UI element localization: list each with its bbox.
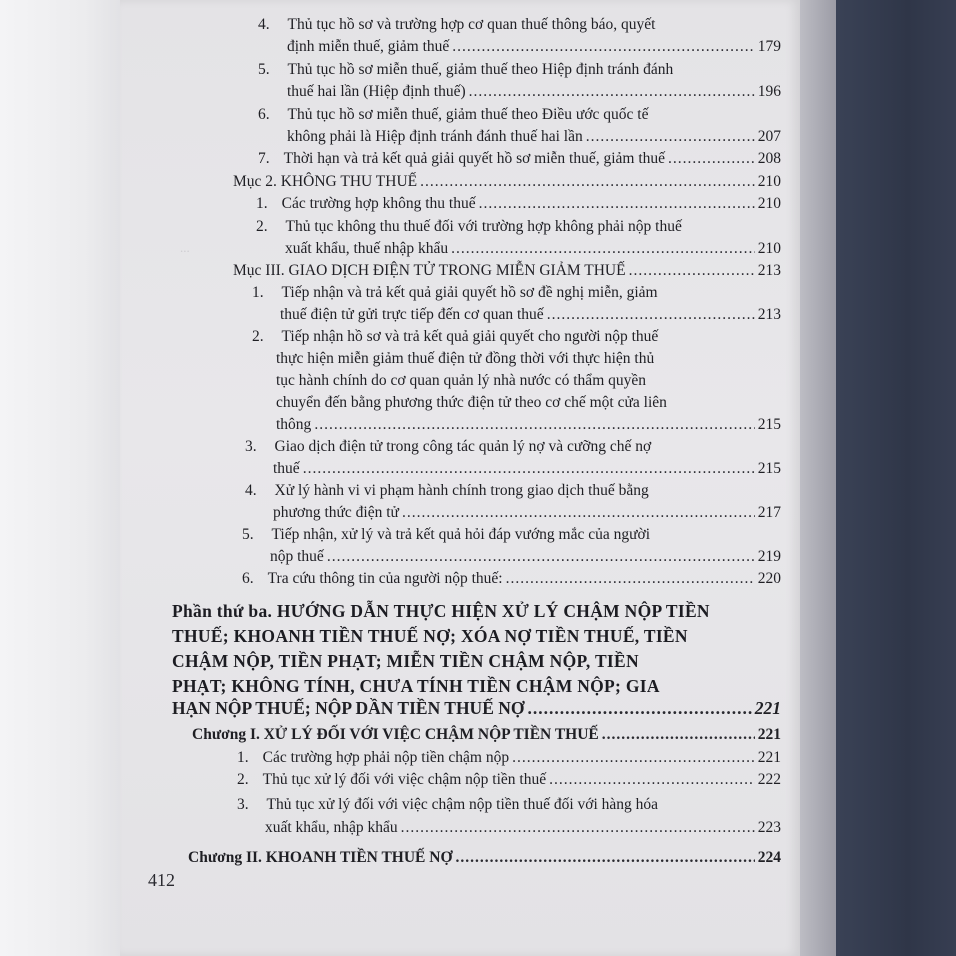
item-text: không phải là Hiệp định tránh đánh thuế hai lần — [287, 128, 583, 145]
toc-muc3-item-1-line2[interactable] — [280, 306, 781, 328]
item-text: Các trường hợp không thu thuế — [281, 195, 476, 212]
toc-muc3-item-1-line1 — [252, 284, 658, 302]
item-number: 1. — [237, 749, 249, 766]
leader-dots — [549, 771, 755, 789]
leader-dots — [479, 195, 755, 213]
item-number: 6. — [258, 106, 270, 123]
toc-ch1-item-1[interactable] — [237, 749, 781, 771]
item-text: thuế điện tử gửi trực tiếp đến cơ quan thuế — [280, 306, 544, 323]
item-text: Thủ tục xử lý đối với việc chậm nộp tiền thuế — [262, 771, 547, 788]
page-ref: 222 — [757, 771, 781, 788]
page-ref: 221 — [757, 749, 781, 766]
leader-dots — [402, 504, 755, 522]
leader-dots — [420, 173, 755, 191]
toc-muc3-item-2-line4: chuyển đến bằng phương thức điện tử theo cơ chế một cửa liên — [276, 394, 667, 411]
toc-muc3-item-3-line2[interactable] — [273, 460, 781, 482]
toc-section-muc-2[interactable] — [233, 173, 781, 195]
toc-muc3-item-3-line1 — [245, 438, 651, 456]
chapter-title: Chương II. KHOANH TIỀN THUẾ NỢ — [188, 849, 453, 866]
bleed-through: ... — [180, 240, 190, 255]
item-number: 3. — [237, 796, 249, 813]
item-text: Xử lý hành vi vi phạm hành chính trong giao dịch thuế bằng — [274, 482, 649, 499]
item-text: xuất khẩu, nhập khẩu — [265, 819, 398, 836]
leader-dots — [456, 849, 755, 867]
toc-muc3-item-4-line2[interactable] — [273, 504, 781, 526]
item-text: thuế — [273, 460, 300, 477]
leader-dots — [452, 38, 754, 56]
toc-muc3-item-2-line1 — [252, 328, 658, 346]
item-text: Tiếp nhận hồ sơ và trả kết quả giải quyết cho người nộp thuế — [281, 328, 659, 345]
item-text: Thủ tục xử lý đối với việc chậm nộp tiền thuế đối với hàng hóa — [266, 796, 659, 813]
item-text: Thủ tục không thu thuế đối với trường hợp không phải nộp thuế — [285, 218, 682, 235]
page-ref: 210 — [757, 240, 781, 257]
part-3-title-line5[interactable] — [172, 698, 781, 722]
leader-dots — [469, 83, 755, 101]
item-number: 1. — [252, 284, 264, 301]
item-text: xuất khẩu, thuế nhập khẩu — [285, 240, 449, 257]
toc-ch1-item-3-line1 — [237, 796, 658, 814]
toc-item-6-line1 — [258, 106, 648, 124]
leader-dots — [629, 262, 755, 280]
toc-muc3-item-6[interactable] — [242, 570, 781, 592]
toc-item-7[interactable] — [258, 150, 781, 172]
page-ref: 210 — [757, 195, 781, 212]
part-3-title-line3: CHẬM NỘP, TIỀN PHẠT; MIỄN TIỀN CHẬM NỘP, TIỀN — [172, 651, 639, 671]
item-text: định miễn thuế, giảm thuế — [287, 38, 450, 55]
part-3-title-line4: PHẠT; KHÔNG TÍNH, CHƯA TÍNH TIỀN CHẬM NỘP; GIA — [172, 676, 660, 696]
page-ref: 219 — [757, 548, 781, 565]
item-number: 7. — [258, 150, 270, 167]
page-ref: 213 — [757, 306, 781, 323]
toc-chapter-2[interactable] — [188, 849, 781, 871]
toc-muc3-item-4-line1 — [245, 482, 649, 500]
page-ref: 179 — [757, 38, 781, 55]
leader-dots — [303, 460, 755, 478]
leader-dots — [586, 128, 755, 146]
item-text: Thủ tục hồ sơ và trường hợp cơ quan thuế thông báo, quyết — [287, 16, 656, 33]
toc-section-muc-3[interactable] — [233, 262, 781, 284]
item-text: Thời hạn và trả kết quả giải quyết hồ sơ miễn thuế, giảm thuế — [283, 150, 666, 167]
leader-dots — [401, 819, 755, 837]
toc-item-4-line2[interactable] — [287, 38, 781, 60]
toc-item-6-line2[interactable] — [287, 128, 781, 150]
leader-dots — [314, 416, 754, 434]
item-number: 2. — [237, 771, 249, 788]
toc-muc2-item-2-line1 — [256, 218, 682, 236]
part-3-title-line2: THUẾ; KHOANH TIỀN THUẾ NỢ; XÓA NỢ TIỀN THUẾ, TIỀN — [172, 626, 688, 646]
leader-dots — [506, 570, 755, 588]
page-ref: 213 — [757, 262, 781, 279]
section-title: Mục III. GIAO DỊCH ĐIỆN TỬ TRONG MIỄN GIẢM THUẾ — [233, 262, 626, 279]
toc-ch1-item-3-line2[interactable] — [265, 819, 781, 841]
page-ref: 207 — [757, 128, 781, 145]
toc-ch1-item-2[interactable] — [237, 771, 781, 793]
page-number: 412 — [148, 870, 175, 890]
page-ref: 220 — [757, 570, 781, 587]
item-text: thông — [276, 416, 312, 433]
section-title: Mục 2. KHÔNG THU THUẾ — [233, 173, 418, 190]
item-number: 3. — [245, 438, 257, 455]
page-ref: 224 — [757, 849, 781, 866]
item-number: 5. — [242, 526, 254, 543]
item-text: nộp thuế — [270, 548, 324, 565]
toc-muc3-item-2-line2: thực hiện miễn giảm thuế điện tử đồng thời với thực hiện thủ — [276, 350, 655, 367]
page-ref: 210 — [757, 173, 781, 190]
item-text: Tiếp nhận và trả kết quả giải quyết hồ sơ đề nghị miễn, giảm — [281, 284, 658, 301]
toc-muc3-item-5-line2[interactable] — [270, 548, 781, 570]
item-text: Thủ tục hồ sơ miễn thuế, giảm thuế theo Điều ước quốc tế — [287, 106, 649, 123]
item-text: Thủ tục hồ sơ miễn thuế, giảm thuế theo Hiệp định tránh đánh — [287, 61, 674, 78]
item-number: 2. — [252, 328, 264, 345]
toc-muc2-item-1[interactable] — [256, 195, 781, 217]
page-ref: 215 — [757, 460, 781, 477]
page-ref: 215 — [757, 416, 781, 433]
toc-item-5-line2[interactable] — [287, 83, 781, 105]
toc-muc3-item-5-line1 — [242, 526, 650, 544]
page-ref: 217 — [757, 504, 781, 521]
item-number: 4. — [245, 482, 257, 499]
toc-chapter-1[interactable] — [192, 726, 781, 748]
toc-muc2-item-2-line2[interactable] — [285, 240, 781, 262]
leader-dots — [528, 698, 752, 719]
leader-dots — [547, 306, 755, 324]
leader-dots — [602, 726, 755, 744]
item-text: Giao dịch điện tử trong công tác quản lý nợ và cưỡng chế nợ — [274, 438, 652, 455]
chapter-title: Chương I. XỬ LÝ ĐỐI VỚI VIỆC CHẬM NỘP TIỀN THUẾ — [192, 726, 599, 743]
part-title-text: HẠN NỘP THUẾ; NỘP DẦN TIỀN THUẾ NỢ — [172, 698, 525, 718]
item-text: Tra cứu thông tin của người nộp thuế: — [267, 570, 503, 587]
part-3-title-line1: Phần thứ ba. HƯỚNG DẪN THỰC HIỆN XỬ LÝ CHẬM NỘP TIỀN — [172, 601, 710, 621]
toc-muc3-item-2-line5[interactable] — [276, 416, 781, 438]
item-number: 4. — [258, 16, 270, 33]
item-number: 2. — [256, 218, 268, 235]
item-text: thuế hai lần (Hiệp định thuế) — [287, 83, 466, 100]
item-text: Các trường hợp phải nộp tiền chậm nộp — [262, 749, 510, 766]
leader-dots — [512, 749, 755, 767]
toc-item-5-line1 — [258, 61, 673, 79]
page-ref: 208 — [757, 150, 781, 167]
leader-dots — [668, 150, 755, 168]
page-ref: 221 — [757, 726, 781, 743]
page-ref: 221 — [754, 698, 781, 718]
item-text: Tiếp nhận, xử lý và trả kết quả hỏi đáp vướng mắc của người — [271, 526, 651, 543]
toc-muc3-item-2-line3: tục hành chính do cơ quan quản lý nhà nước có thẩm quyền — [276, 372, 647, 389]
page-ref: 196 — [757, 83, 781, 100]
item-number: 6. — [242, 570, 254, 587]
toc-item-4-line1 — [258, 16, 655, 34]
item-text: phương thức điện tử — [273, 504, 399, 521]
page-ref: 223 — [757, 819, 781, 836]
leader-dots — [451, 240, 755, 258]
item-number: 5. — [258, 61, 270, 78]
leader-dots — [327, 548, 755, 566]
item-number: 1. — [256, 195, 268, 212]
